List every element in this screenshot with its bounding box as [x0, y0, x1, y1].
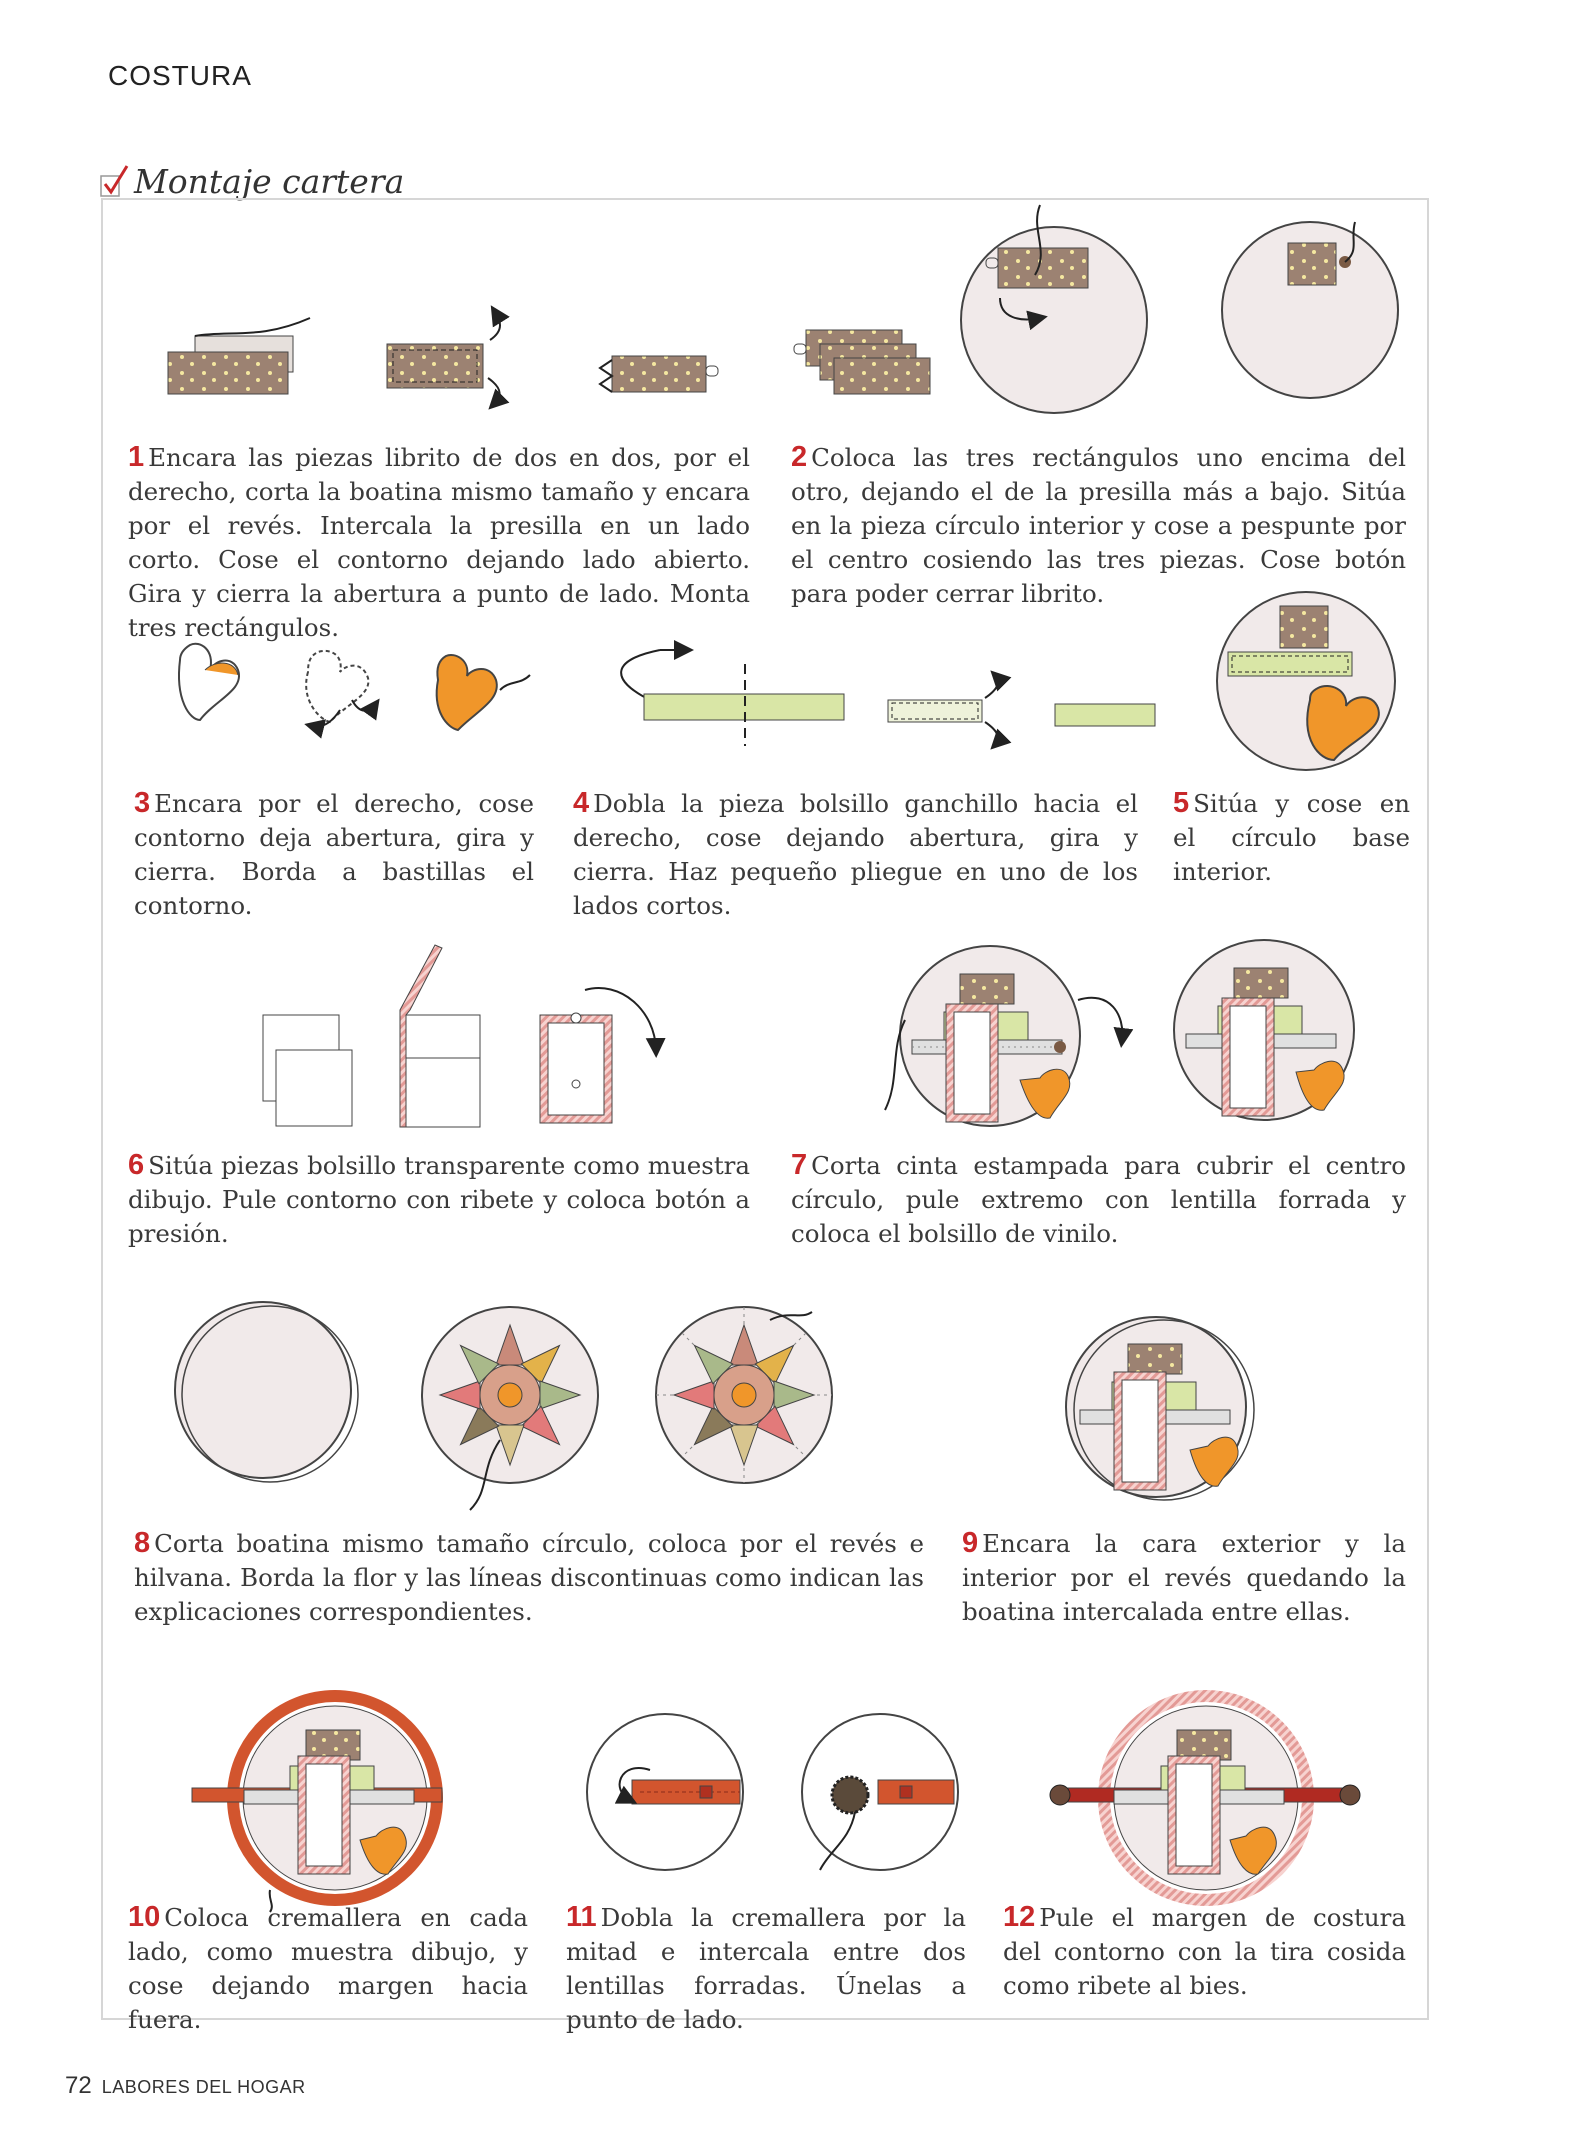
dresden-flower: [440, 1325, 580, 1465]
step-3: [134, 786, 534, 923]
step-9: [962, 1526, 1406, 1629]
step-number: 2: [791, 441, 808, 473]
step-10: [128, 1900, 528, 2037]
heart-sewn: [306, 651, 368, 722]
booklet-seamed: [387, 344, 483, 388]
step-number: 11: [566, 1901, 597, 1933]
step-5: [1173, 786, 1410, 889]
section-label: COSTURA: [108, 60, 252, 91]
step-number: 6: [128, 1149, 145, 1181]
step-text: Coloca las tres rectángulos uno encima del otro, dejando el de la presilla más a bajo. Sitúa en la pieza círculo interior y cose a pespunte por el centro cosiendo las tres piezas. Cose botón para poder cerrar librito.: [791, 443, 1406, 608]
page-number: 72: [65, 2072, 92, 2099]
heart-open: [179, 644, 239, 720]
step-1: [128, 440, 750, 645]
step5-illustration: [1217, 592, 1395, 770]
step-text: Coloca cremallera en cada lado, como muestra dibujo, y cose dejando margen hacia fuera.: [128, 1903, 528, 2034]
page-footer: [65, 2072, 306, 2100]
step3-illustration: [179, 644, 530, 730]
thread: [195, 318, 310, 336]
step-text: Pule el margen de costura del contorno con la tira cosida como ribete al bies.: [1003, 1903, 1406, 2000]
step-text: Encara las piezas librito de dos en dos, por el derecho, corta la boatina mismo tamaño y encara por el revés. Intercala la presilla en un lado corto. Cose el contorno dejando lado abierto. Gira y cierra la abertura a punto de lado. Monta tres rectángulos.: [128, 443, 750, 642]
step-number: 10: [128, 1901, 161, 1933]
step12-illustration: [1050, 1696, 1360, 1900]
step11-illustration: [587, 1714, 958, 1870]
step-text: Sitúa piezas bolsillo transparente como muestra dibujo. Pule contorno con ribete y coloca botón a presión.: [128, 1151, 750, 1248]
magazine-name: LABORES DEL HOGAR: [101, 2077, 306, 2097]
step10-illustration: [192, 1696, 442, 1912]
step9-illustration: [1066, 1317, 1254, 1500]
covered-button: [832, 1777, 868, 1813]
step-text: Sitúa y cose en el círculo base interior.: [1173, 789, 1410, 886]
step-number: 12: [1003, 1901, 1036, 1933]
step4-illustration: [621, 650, 1155, 746]
step-text: Corta cinta estampada para cubrir el centro círculo, pule extremo con lentilla forrada y coloca el bolsillo de vinilo.: [791, 1151, 1406, 1248]
step-text: Encara por el derecho, cose contorno deja abertura, gira y cierra. Borda a bastillas el contorno.: [134, 789, 534, 920]
step-number: 1: [128, 441, 145, 473]
step-number: 8: [134, 1527, 151, 1559]
step-8: [134, 1526, 924, 1629]
step-text: Corta boatina mismo tamaño círculo, coloca por el revés e hilvana. Borda la flor y las líneas discontinuas como indican las explicaciones correspondientes.: [134, 1529, 924, 1626]
booklet-closed: [612, 356, 706, 392]
step-number: 4: [573, 787, 590, 819]
step6-illustration: [263, 945, 656, 1127]
step-text: Encara la cara exterior y la interior por el revés quedando la boatina intercalada entre ellas.: [962, 1529, 1406, 1626]
step2-illustration: [794, 205, 1398, 413]
step-7: [791, 1148, 1406, 1251]
step-number: 9: [962, 1527, 979, 1559]
step-number: 3: [134, 787, 151, 819]
step-11: [566, 1900, 966, 2037]
step8-illustration: [175, 1302, 832, 1510]
step-4: [573, 786, 1138, 923]
step-text: Dobla la pieza bolsillo ganchillo hacia el derecho, cose dejando abertura, gira y cierra. Haz pequeño pliegue en uno de los lados cortos.: [573, 789, 1138, 920]
step-6: [128, 1148, 750, 1251]
step-12: [1003, 1900, 1406, 2003]
pocket-finished: [1055, 704, 1155, 726]
step-number: 7: [791, 1149, 808, 1181]
page-title: Montaje cartera: [134, 161, 405, 201]
step-text: Dobla la cremallera por la mitad e intercala entre dos lentillas forradas. Únelas a punto de lado.: [566, 1903, 966, 2034]
booklet-piece-front: [168, 352, 288, 394]
step-2: [791, 440, 1406, 611]
step1-illustration: [168, 312, 718, 404]
step7-illustration: [885, 940, 1354, 1126]
step-number: 5: [1173, 787, 1190, 819]
heart-finished: [437, 655, 497, 730]
